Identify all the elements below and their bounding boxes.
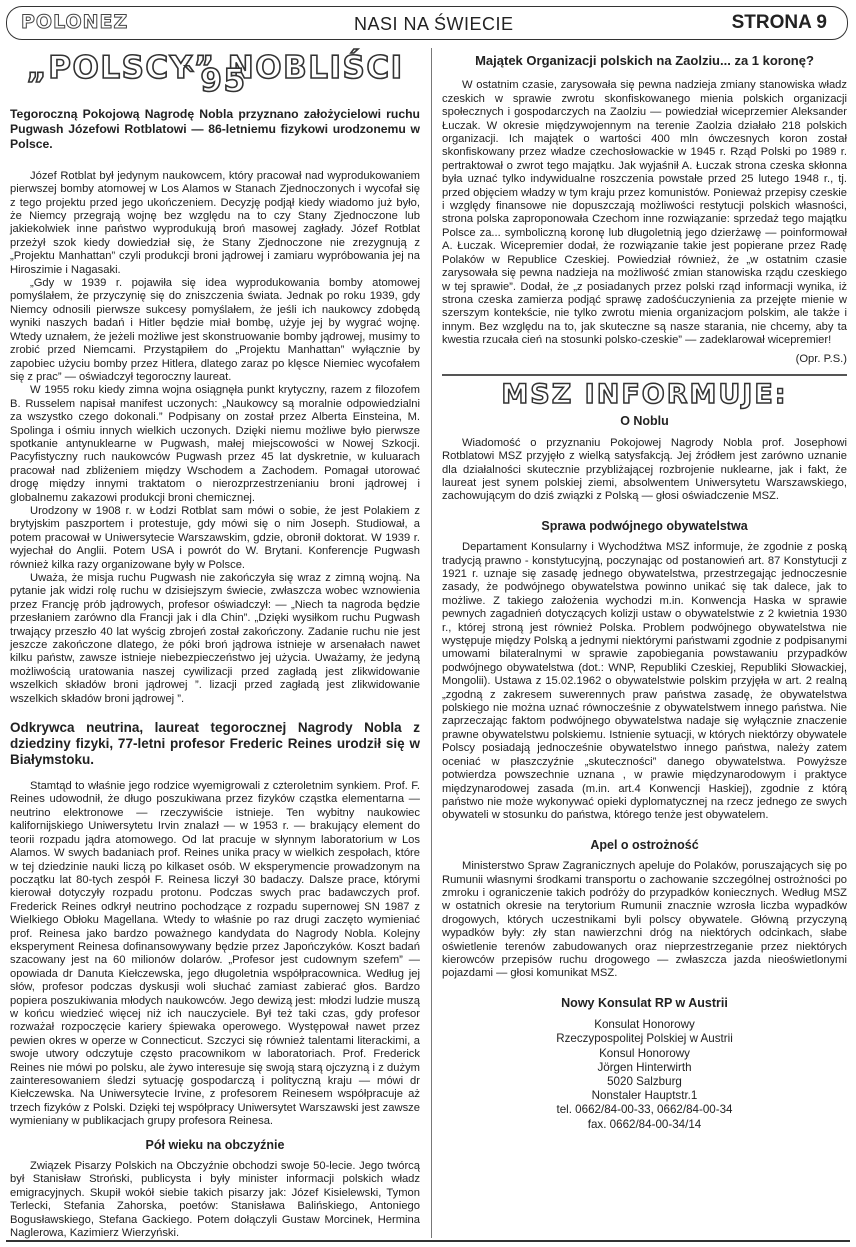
msz-section [442,374,847,1132]
zaolzie-signoff: (Opr. P.S.) [795,352,847,365]
paragraph: Ministerstwo Spraw Zagranicznych apeluje do Polaków, poruszających się po Rumunii własnymi środkami transportu o zachowanie szczególnej ostrożności po zmroku i ograniczenie takich podróży do przypadków koniecznych. Według MSZ w ostatnich okresie na terytorium Rumunii znacznie wzrosła liczba wypadków drogowych, których uczestnikami byli polscy obywatele. Główną przyczyną wypadków były: zły stan nawierzchni dróg na niektórych odcinkach, słabe oświetlenie terenów zabudowanych oraz nieprzestrzeganie przez niektórych kierowców przepisów ruchu drogowego — zwłaszcza jazda nieoświetlonymi pojazdami — głosi komunikat MSZ. [442,860,847,980]
bottom-rule [6,1240,850,1242]
paragraph: Józef Rotblat był jedynym naukowcem, który pracował nad wyprodukowaniem pierwszej bomby atomowej w Los Alamos w Stanach Zjednoczonych i wycofał się z tego projektu przed jego ukończeniem. Decyzję podjął kiedy wiadomo już było, że Niemcy przegrają wojnę bez względu na to czy Stany Zjednoczone lub jakiekolwiek inne państwo wyprodukują broń masowej zagłady. Józef Rotblat przeżył szok kiedy dowiedział się, że Stany Zjednoczone nie zrezygnują z „Projektu Manhattan” czyli produkcji broni jądrowej i zamiaru wypróbowania jej na Hiroszimie i Nagasaki. [10,169,420,276]
article-subhead-writers: Pół wieku na obczyźnie [145,1137,285,1152]
nobel-body [442,437,847,504]
article-lead: Tegoroczną Pokojową Nagrodę Nobla przyznano założycielowi ruchu Pugwash Józefowi Rotblatowi — 86-letniemu fizykowi urodzonemu w Polsce. [10,106,420,151]
paragraph: „Gdy w 1939 r. pojawiła się idea wyprodukowania bomby atomowej pomyślałem, że przyczynię się do zniszczenia świata. Jednak po roku 1939, gdy Niemcy odnosili pierwsze sukcesy pomyślałem, że jeśli ich naukowcy zdobędą wyniki naszych badań i Hitler będzie miał bombę, użyje jej by wygrać wojnę. Wtedy uznałem, że jeżeli możliwe jest skonstruowanie bomby jądrowej, musimy to zrobić przed Niemcami. Przystąpiłem do „Projektu Manhattan” wyłącznie by zapobiec użyciu bomby przez Hitlera, dlatego zaraz po klęsce Niemiec wycofałem się z prac” — oświadczył tegoroczny laureat. [10,277,420,383]
section-title: NASI NA ŚWIECIE [354,14,514,34]
article-body-2 [10,780,420,1129]
paragraph: Związek Pisarzy Polskich na Obczyźnie obchodzi swoje 50-lecie. Jego twórcą był Stanisław Stroński, publicysta i były minister informacji polskich władz emigracyjnych. Skupił wokół siebie takich pisarzy jak: Józef Kisielewski, Tymon Terlecki, Stefania Zahorska, poetów: Stanisława Balińskiego, Antoniego Bogusławskiego, Stefana Gackiego. Potem dołączyli Gustaw Morcinek, Hermina Naglerowa, Kazimierz Wierzyński. [10,1160,420,1240]
article-body-3 [10,1160,420,1240]
zaolzie-headline: Majątek Organizacji polskich na Zaolziu... za 1 koronę? [475,53,814,68]
address-line: fax. 0662/84-00-34/14 [587,1117,702,1131]
paragraph: Wiadomość o przyznaniu Pokojowej Nagrody Nobla prof. Josephowi Rotblatowi MSZ przyjęło z wielką satysfakcją. Jej źródłem jest zarówno uznanie dla działalności skutecznie przybliżającej rozbrojenie nuklearne, jak i fakt, że laureat jest synem polskiej ziemi, absolwentem Uniwersytetu Warszawskiego, zachowującym do dziś związki z Polską — głosi oświadczenie MSZ. [442,436,847,503]
zaolzie-body [442,79,847,347]
consulate-address [442,1018,847,1132]
left-column [10,48,420,1240]
page-header [6,6,848,40]
paragraph: Departament Konsularny i Wychodźtwa MSZ informuje, że zgodnie z poską tradycją prawno - konstytucyjną, poczynając od postanowień art. 87 Konstytucji z 1921 r. uznaje się zasadę jednego obywatelstwa, przestrzegając jednoczesnie zasady, że podwójnego obywatelstwa powinno unikać się tak dalece, jak to możliwe. Z takiego założenia wychodzi m.in. Konwencja Haska w sprawie pewnych zagadnień dotyczących kolizji ustaw o obywatelstwie z 2 kwietnia 1930 r., której stroną jest również Polska. Problem podwójnego obywatelstwa nie występuje między Polską a jednymi niektórymi państwami zgodnie z podpisanymi umowami bilateralnymi w sprawie zapobiegania powstawaniu przypadków podwójnego obywatelstwa (dot.: WNP, Republiki Czeskiej, Republiki Słowackiej, Mongolii). Ustawa z 15.02.1962 o obywatelstwie polskim przyjęła w art. 2 realną „zgodną z zakresem suwerennych praw państwa zasadę, że obywatelstwa polskiego nie można uznać równocześnie z obywatelstwem innego państwa. Nie zaprzeczając faktom podwójnego obywatelstwa nadaje się wyłącznie znaczenie prawne obywatelstwu polskiemu. Istnienie sytuacji, w których niektórzy obywatele Polscy posiadają jednocześnie obywatelstwo innego państwa, należy zatem oceniać w płaszczyźnie „skuteczności” danego obywatelstwa. Powyższe potwierdza powszechnie uznana , w prawie międzynarodowym i praktyce międzynarodowej zasada (m.in. art.4 Konwencji Haskiej), zgodnie z którą państwo nie może wykonywać opieki dyplomatycznej na rzecz jednego ze swych obywateli w stosunku do państwa, którego tenże jest obywatelem. [442,541,847,822]
address-line: Jörgen Hinterwirth [597,1060,692,1074]
article-title: „POLSCY” NOBLIŚCI `95 [26,50,404,100]
address-line: Konsulat Honorowy [594,1018,695,1032]
address-line: tel. 0662/84-00-33, 0662/84-00-34 [556,1103,733,1117]
nobel-headline: O Noblu [620,414,669,429]
address-line: Konsul Honorowy [599,1046,690,1060]
page-number: STRONA 9 [731,12,827,33]
caution-headline: Apel o ostrożność [590,837,699,852]
publication-logo: POLONEZ [21,11,129,33]
address-line: 5020 Salzburg [607,1075,682,1088]
citizenship-body [442,541,847,823]
right-column [442,48,847,1132]
caution-body [442,860,847,981]
paragraph: W 1955 roku kiedy zimna wojna osiągnęła punkt krytyczny, razem z filozofem B. Russelem napisał manifest uczonych: „Naukowcy są moralnie odpowiedzialni za wszystko czego dokonali.” Podpisany on został przez Alberta Einsteina, M. Spolinga i ośmiu innych wielkich uczonych. Dzięki niemu możliwe było pierwsze spotkanie antynuklearne w Pugwash, małej miejscowości w Nowej Szkocji. Pacyfistyczny ruch naukowców Pugwash przez 45 lat dyskretnie, w kuluarach pracował nad zbliżeniem między Wschodem a Zachodem. Pomagał utorować drogę między innymi traktatom o nierozprzestrzenianiu broni jądrowej i globalnemu zakazowi produkcji broni chemicznej. [10,384,420,504]
paragraph: Uważa, że misja ruchu Pugwash nie zakończyła się wraz z zimną wojną. Na pytanie jak widzi rolę ruchu w dzisiejszym świecie, zwłaszcza wobec wznowienia przez Francję prób jądrowych, profesor oświadczył: — „Niech ta nagroda będzie przesłaniem zarówno dla Francji jak i dla Chin”. „Dzięki wysiłkom ruchu Pugwash trwający przeszło 40 lat wyścig zbrojeń został zakończony. Zadanie ruchu nie jest jeszcze zakończone dlatego, że póki broń jądrowa istnieje w arsenałach nawet kilku państw, zawsze istnieje niebezpieczeństwo jej użycia. Uważamy, że jedyną możliwością uratowania naszej cywilizacji przed zagładą jest zlikwidowanie wszelkich składów broni jądrowej ”. lizacji przed zagładą jest zlikwidowanie wszelkich składów broni jądrowej ”. [10,572,420,705]
article-body-1 [10,170,420,706]
address-line: Nonstaler Hauptstr.1 [591,1089,698,1103]
column-divider [431,48,432,1238]
paragraph: W ostatnim czasie, zarysowała się pewna nadzieja zmiany stanowiska władz czeskich w sprawie zwrotu skonfiskowanego mienia polskich organizacji społecznych i gospodarczych na Zaolziu — powiedział wiceprzemier Aleksander Łuczak. W okresie międzywojennym na terenie Zaolzia działało 218 polskich organizacji. Ich majątek o wartości 400 mln ówczesnych koron został skonfiskowany przez władze czechosłowackie w 1945 r. Rząd Polski po 1989 r. pertraktował o zwrot tego majątku. Jak wyjaśnił A. Łuczak strona czeska skłonna była uznać tylko indywidualne roszczenia powstałe przed 25 lutego 1948 r., tj. przed objęciem władzy w tym kraju przez komunistów. Ponieważ przepisy czeskie i względy finansowe nie dopuszczają możliwości restytucji polskich własności, strona polska zaproponowała Czechom inne rozwiązanie: sprzedaż tego majątku Polsce za... symboliczną koronę lub długoletnią jego dzierżawę — poinformował A. Łuczak. Wicepremier dodał, że rozwiązanie takie jest popierane przez Radę Polaków w Republice Czeskiej. Powiedział również, że „w ostatnim czasie zarysowała się pewna nadzieja na możliwość zmian stanowiska rządu czeskiego w tej sprawie”. Dodał, że „z posiadanych przez polski rząd informacji wynika, iż strona czeska zamierza podjąć sprawę zadośćuczynienia za przejęte mienie w szerszym kontekście, nie tylko zwrotu mienia organizacjom polskim, ale także i innym. Bez względu na to, jak skuteczne są nasze starania, nie chcemy, aby ta kwestia rzucała cień na stosunki polsko-czeskie” — zadeklarował wicepremier! [442,79,847,347]
address-line: Rzeczypospolitej Polskiej w Austrii [556,1032,733,1046]
citizenship-headline: Sprawa podwójnego obywatelstwa [541,518,748,533]
paragraph: Stamtąd to właśnie jego rodzice wyemigrowali z czteroletnim synkiem. Prof. F. Reines udowodnił, że długo poszukiwana przez fizyków cząstka elementarna — neutrino elektronowe — rzeczywiście istnieje. Ten wybitny naukowiec kalifornijskiego Uniwersytetu Irvin znalazł — w 1953 r. — brakujący element do teorii rozpadu jądra atomowego. Od lat pracuje w słynnym laboratorium w Los Alamos. W swych badaniach prof. Reines unika pracy w wielkich zespołach, które w tej dziedzinie nauki liczą po kilkaset osób. W eksperymencie prowadzonym na początku lat 80-tych zespół F. Reinesa liczył 30 badaczy. Dalsze prace, którymi kierował dotyczyły rozpadu protonu. Podczas swych prac badawczych prof. Frederick Reines odkrył neutrino pochodzące z rozpadu supernowej SN 1987 z Wielkiego Obłoku Magellana. Wtedy to właśnie po raz drugi zaczęto wymieniać prof. Reinesa jako bardzo poważnego kandydata do Nagrody Nobla. Kolejny eksperyment Reinesa dofinansowywany będzie przez Japończyków. Koszt badań szacowany jest na 60 milionów dolarów. „Profesor jest cudownym szefem” — opowiada dr Danuta Kiełczewska, jego długoletnia współpracownica. Według jej słów, profesor podczas dyskusji woli słuchać zamiast zabierać głos. Bardzo popiera poszukiwania młodych naukowców. Jego dewizą jest: młodzi ludzie muszą w końcu wiedzieć więcej niż ich nauczyciele. Był też taki czas, gdy profesor rozważał rozpoczęcie kariery śpiewaka operowego. Występował nawet przez pewien okres w operze w Connecticut. Szczyci się również talentami literackimi, a swoje utwory odczytuje często pracownikom w laboratoriach. Prof. Frederick Reines nie mówi po polsku, ale żywo interesuje się swoją starą ojczyzną i z dużym zainteresowaniem śledzi sytuację gospodarczą i polityczną kraju — mówi dr Kiełczewska. Na Uniwersytecie Irvine, z profesorem Reinesem współpracuje aż trzech fizyków z Polski. Dzięki tej współpracy Uniwersytet Warszawski jest zawsze wymieniany w publikacjach grupy profesora Reinesa. [10,780,420,1128]
consulate-headline: Nowy Konsulat RP w Austrii [561,995,728,1010]
paragraph: Urodzony w 1908 r. w Łodzi Rotblat sam mówi o sobie, że jest Polakiem z brytyjskim paszportem i protestuje, gdy mówi się o nim Joseph. Studiował, a potem pracował w Uniwersytecie Warszawskim, gdzie, obronił doktorat. W 1939 r. wyjechał do Anglii. Potem USA i powrót do W. Brytani. Konferencje Pugwash również kilka razy organizowane były w Polsce. [10,504,420,571]
article-subhead-reines: Odkrywca neutrina, laureat tegorocznej Nagrody Nobla z dziedziny fizyki, 77-letni profesor Frederic Reines urodził się w Białymstoku. [10,720,420,768]
msz-title: MSZ INFORMUJE: [501,378,788,410]
